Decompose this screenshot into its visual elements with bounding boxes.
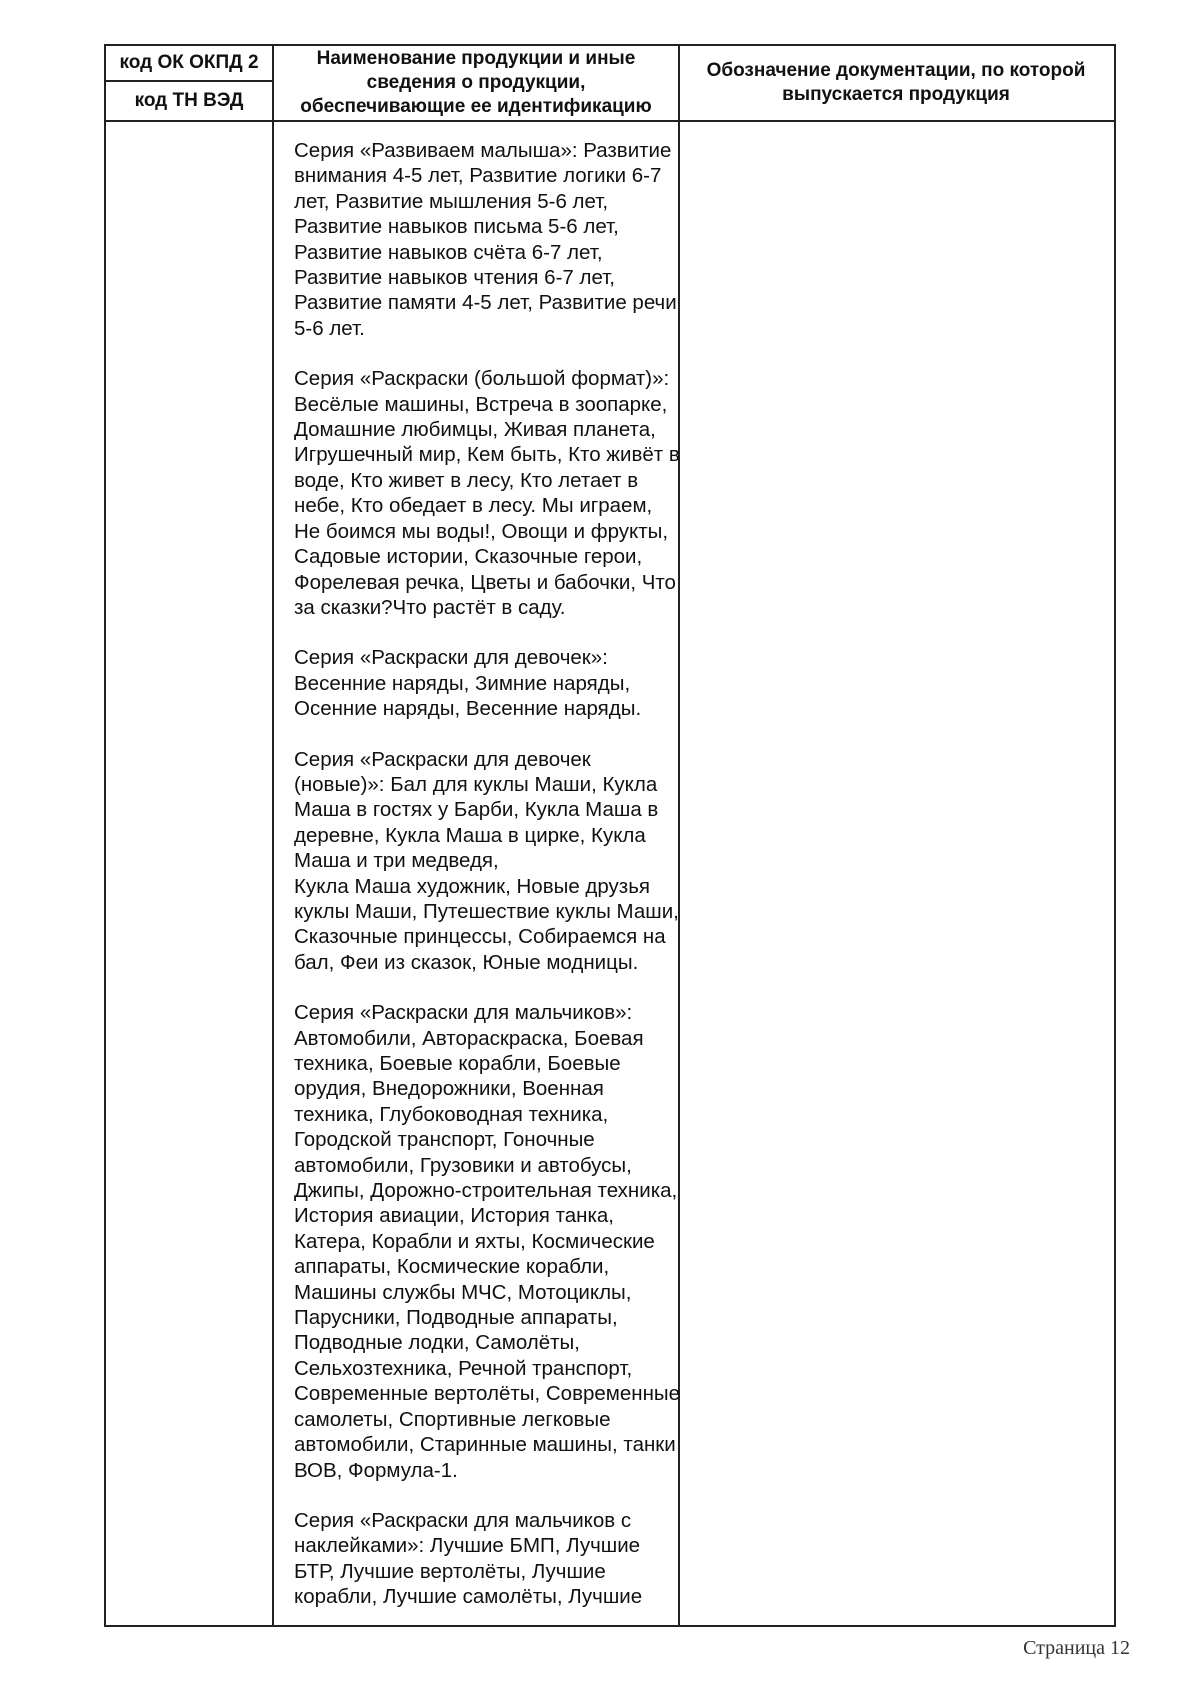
series-entry: Серия «Раскраски для девочек (новые)»: Бал для куклы Маши, Кукла Маша в гостях у Барби, Кукла Маша в деревне, Кукла Маша в цирке, Кукла Маша и три медведя, Кукла Маша художник, Новые друзья куклы Маши, Путешествие куклы Маши, Сказочные принцессы, Собираемся на бал, Феи из сказок, Юные модницы.: [294, 747, 679, 974]
header-separator: [106, 120, 1114, 122]
header-okpd-code: код ОК ОКПД 2: [119, 52, 259, 73]
series-entry: Серия «Раскраски для девочек»: Весенние наряды, Зимние наряды, Осенние наряды, Весенние наряды.: [294, 646, 642, 721]
header-documentation: Обозначение документации, по которой выпускается продукция: [706, 60, 1086, 105]
product-description: [294, 138, 719, 1635]
certificate-table: [104, 44, 1116, 1627]
page-number: Страница 12: [1023, 1637, 1130, 1659]
series-entry: Серия «Раскраски для мальчиков с наклейками»: Лучшие БМП, Лучшие БТР, Лучшие вертолёты, Лучшие корабли, Лучшие самолёты, Лучшие: [294, 1508, 643, 1609]
header-tnved-code: код ТН ВЭД: [134, 90, 244, 111]
header-product-name: Наименование продукции и иные сведения о продукции, обеспечивающие ее идентификацию: [300, 48, 652, 117]
series-entry: Серия «Развиваем малыша»: Развитие внимания 4-5 лет, Развитие логики 6-7 лет, Развитие мышления 5-6 лет, Развитие навыков письма 5-6 лет, Развитие навыков счёта 6-7 лет, Развитие навыков чтения 6-7 лет, Развитие памяти 4-5 лет, Развитие речи 5-6 лет.: [294, 139, 677, 340]
series-entry: Серия «Раскраски для мальчиков»: Автомобили, Автораскраска, Боевая техника, Боевые корабли, Боевые орудия, Внедорожники, Военная техника, Глубоководная техника, Городской транспорт, Гоночные автомобили, Грузовики и автобусы, Джипы, Дорожно-строительная техника, История авиации, История танка, Катера, Корабли и яхты, Космические аппараты, Космические корабли, Машины службы МЧС, Мотоциклы, Парусники, Подводные аппараты, Подводные лодки, Самолёты, Сельхозтехника, Речной транспорт, Современные вертолёты, Современные самолеты, Спортивные легковые автомобили, Старинные машины, танки ВОВ, Формула-1.: [294, 1001, 681, 1482]
column-divider-1: [272, 46, 274, 1625]
series-entry: Серия «Раскраски (большой формат)»: Весёлые машины, Встреча в зоопарке, Домашние любимцы, Живая планета, Игрушечный мир, Кем быть, Кто живёт в воде, Кто живет в лесу, Кто летает в небе, Кто обедает в лесу. Мы играем, Не боимся мы воды!, Овощи и фрукты, Садовые истории, Сказочные герои, Форелевая речка, Цветы и бабочки, Что за сказки?Что растёт в саду.: [294, 367, 680, 619]
